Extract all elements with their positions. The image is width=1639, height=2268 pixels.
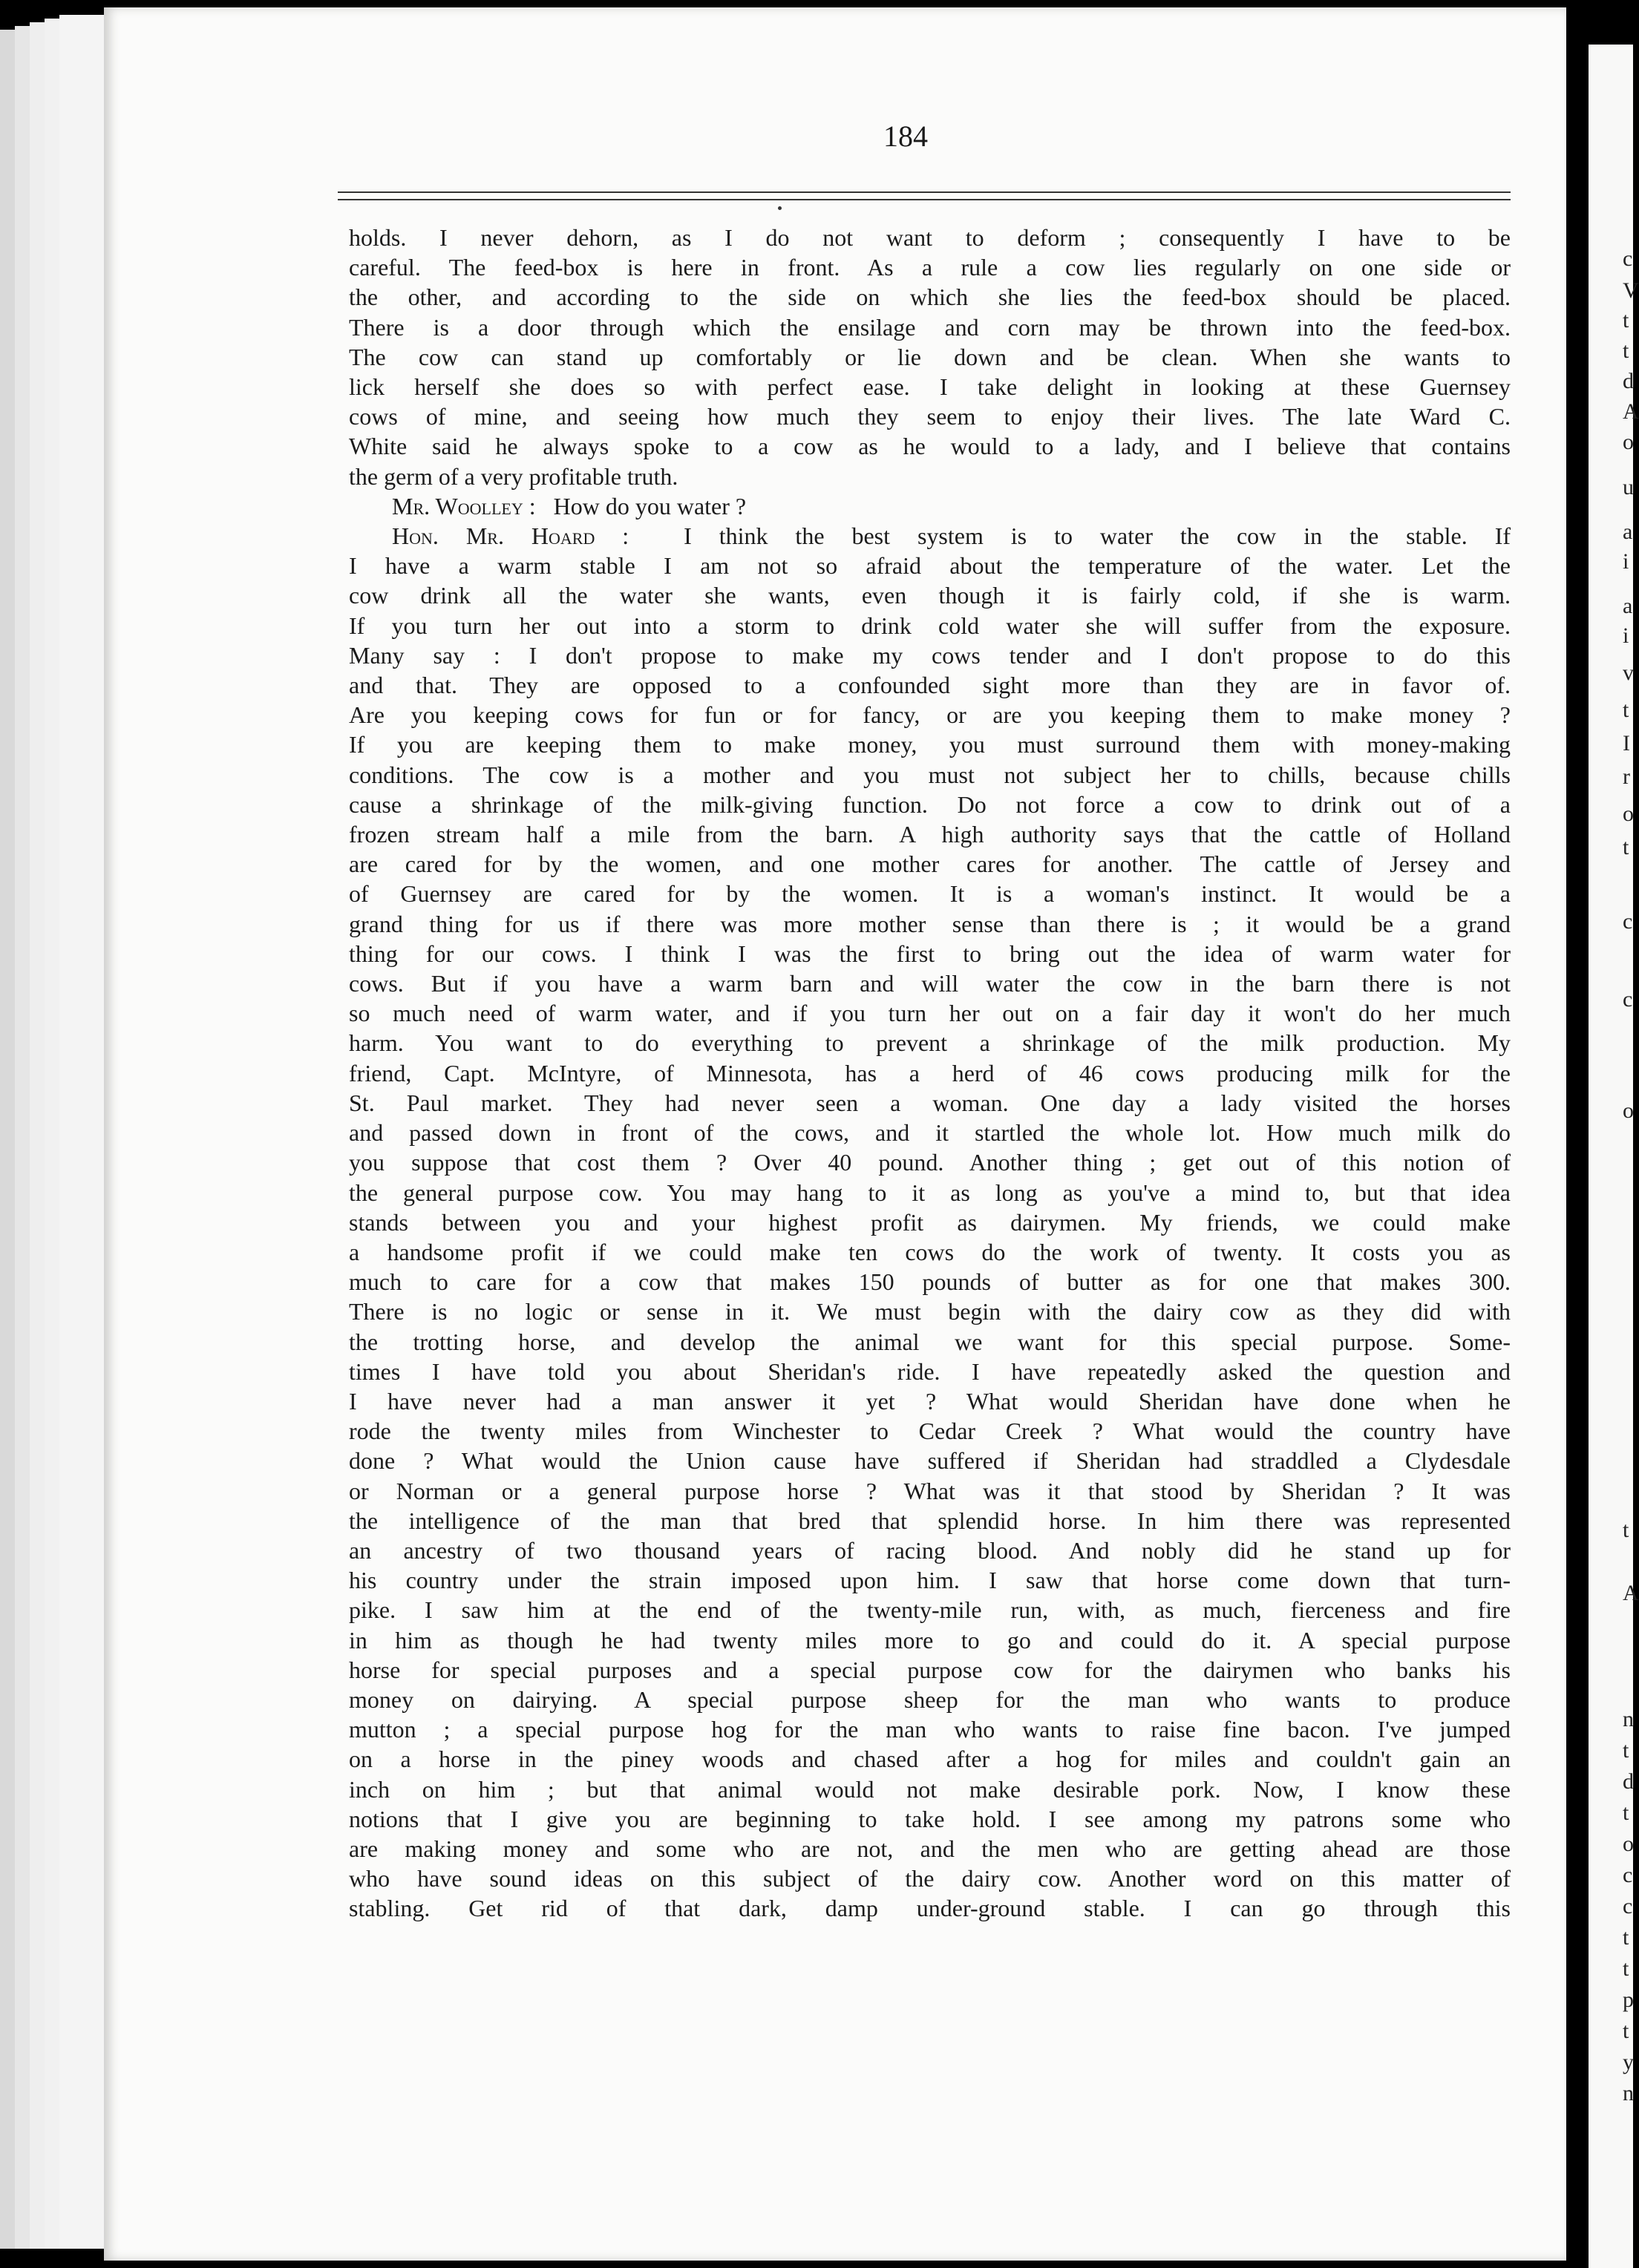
facing-page-letter: t bbox=[1623, 1518, 1629, 1542]
header-rule-bottom bbox=[338, 199, 1511, 200]
facing-page-letter: i bbox=[1623, 549, 1629, 574]
text-line: There is a door through which the ensilage and corn may be thrown into the feed-box. bbox=[349, 313, 1511, 341]
facing-page-letter: t bbox=[1623, 1738, 1629, 1763]
facing-page-letter: c bbox=[1623, 1863, 1633, 1887]
text-line: so much need of warm water, and if you turn her out on a fair day it won't do her much bbox=[349, 1000, 1511, 1027]
text-line: the other, and according to the side on which she lies the feed-box should be placed. bbox=[349, 284, 1511, 311]
text-line: holds. I never dehorn, as I do not want to deform ; consequently I have to be bbox=[349, 224, 1511, 251]
answer-first-text: I think the best system is to water the cow in the stable. If bbox=[684, 522, 1511, 550]
text-line: notions that I give you are beginning to take hold. I see among my patrons some who bbox=[349, 1805, 1511, 1832]
facing-page-letter: V bbox=[1623, 278, 1639, 303]
text-line: on a horse in the piney woods and chased after a hog for miles and couldn't gain an bbox=[349, 1746, 1511, 1773]
text-line: cow drink all the water she wants, even though it is fairly cold, if she is warm. bbox=[349, 582, 1511, 609]
facing-page-letter: u bbox=[1623, 475, 1634, 499]
text-line: the germ of a very profitable truth. bbox=[349, 462, 678, 490]
text-line: conditions. The cow is a mother and you must not subject her to chills, because chills bbox=[349, 761, 1511, 788]
text-line: If you are keeping them to make money, you must surround them with money-making bbox=[349, 731, 1511, 758]
facing-page-letter: t bbox=[1623, 1956, 1629, 1981]
facing-page-letter: d bbox=[1623, 369, 1634, 393]
facing-page-letter: a bbox=[1623, 594, 1633, 618]
text-line: and passed down in front of the cows, and it startled the whole lot. How much milk do bbox=[349, 1119, 1511, 1147]
text-line: an ancestry of two thousand years of racing blood. And nobly did he stand up for bbox=[349, 1536, 1511, 1564]
text-line: Many say : I don't propose to make my cows tender and I don't propose to do this bbox=[349, 641, 1511, 669]
facing-page-letter: n bbox=[1623, 2081, 1634, 2105]
facing-page-letter: n bbox=[1623, 1707, 1634, 1731]
facing-page-letter: i bbox=[1623, 623, 1629, 648]
text-line: I have a warm stable I am not so afraid about the temperature of the water. Let the bbox=[349, 552, 1511, 580]
text-line: harm. You want to do everything to prevent a shrinkage of the milk production. My bbox=[349, 1029, 1511, 1057]
text-line: careful. The feed-box is here in front. As a rule a cow lies regularly on one side or bbox=[349, 254, 1511, 281]
page-body-text bbox=[349, 223, 1511, 1924]
question-text: How do you water ? bbox=[553, 492, 747, 520]
text-line: of Guernsey are cared for by the women. It is a woman's instinct. It would be a bbox=[349, 880, 1511, 908]
text-line: lick herself she does so with perfect ease. I take delight in looking at these Guernsey bbox=[349, 373, 1511, 401]
text-line: the general purpose cow. You may hang to it as long as you've a mind to, but that idea bbox=[349, 1179, 1511, 1206]
text-line: White said he always spoke to a cow as he would to a lady, and I believe that contains bbox=[349, 433, 1511, 460]
text-line: cows of mine, and seeing how much they seem to enjoy their lives. The late Ward C. bbox=[349, 403, 1511, 430]
text-line: rode the twenty miles from Winchester to Cedar Creek ? What would the country have bbox=[349, 1418, 1511, 1445]
text-line: Are you keeping cows for fun or for fancy, or are you keeping them to make money ? bbox=[349, 701, 1511, 729]
text-line: or Norman or a general purpose horse ? What was it that stood by Sheridan ? It was bbox=[349, 1477, 1511, 1504]
facing-page-letter: I bbox=[1623, 731, 1630, 756]
facing-page-letter: a bbox=[1623, 520, 1633, 544]
text-line: are cared for by the women, and one mother cares for another. The cattle of Jersey and bbox=[349, 850, 1511, 878]
text-line: The cow can stand up comfortably or lie down and be clean. When she wants to bbox=[349, 343, 1511, 370]
text-line: friend, Capt. McIntyre, of Minnesota, has a herd of 46 cows producing milk for the bbox=[349, 1059, 1511, 1087]
facing-page-letter: t bbox=[1623, 698, 1629, 722]
text-line: stands between you and your highest profit as dairymen. My friends, we could make bbox=[349, 1208, 1511, 1236]
text-line: in him as though he had twenty miles more to go and could do it. A special purpose bbox=[349, 1626, 1511, 1654]
facing-page-letter: c bbox=[1623, 987, 1633, 1012]
text-line: If you turn her out into a storm to drink cold water she will suffer from the exposure. bbox=[349, 612, 1511, 639]
text-line: you suppose that cost them ? Over 40 pound. Another thing ; get out of this notion of bbox=[349, 1149, 1511, 1176]
facing-page-letter: t bbox=[1623, 835, 1629, 859]
text-line: pike. I saw him at the end of the twenty-mile run, with, as much, fierceness and fire bbox=[349, 1596, 1511, 1624]
header-rule-ornament bbox=[778, 206, 782, 210]
text-line: horse for special purposes and a special purpose cow for the dairymen who banks his bbox=[349, 1656, 1511, 1683]
text-line: money on dairying. A special purpose sheep for the man who wants to produce bbox=[349, 1685, 1511, 1713]
facing-page-letter: A bbox=[1623, 399, 1639, 424]
text-line: frozen stream half a mile from the barn. A high authority says that the cattle of Holland bbox=[349, 821, 1511, 848]
answer-speaker: Hon. Mr. Hoard bbox=[392, 522, 595, 550]
facing-page-letter: c bbox=[1623, 1894, 1633, 1918]
text-line: are making money and some who are not, and the men who are getting ahead are those bbox=[349, 1835, 1511, 1862]
text-line: There is no logic or sense in it. We must begin with the dairy cow as they did with bbox=[349, 1298, 1511, 1325]
text-line: mutton ; a special purpose hog for the man who wants to raise fine bacon. I've jumped bbox=[349, 1716, 1511, 1743]
page-number: 184 bbox=[883, 119, 928, 153]
text-line: thing for our cows. I think I was the first to bring out the idea of warm water for bbox=[349, 940, 1511, 967]
text-line: cause a shrinkage of the milk-giving function. Do not force a cow to drink out of a bbox=[349, 790, 1511, 818]
text-line: done ? What would the Union cause have suffered if Sheridan had straddled a Clydesdale bbox=[349, 1447, 1511, 1475]
text-line: stabling. Get rid of that dark, damp under-ground stable. I can go through this bbox=[349, 1895, 1511, 1922]
text-line: a handsome profit if we could make ten cows do the work of twenty. It costs you as bbox=[349, 1238, 1511, 1265]
text-line: St. Paul market. They had never seen a woman. One day a lady visited the horses bbox=[349, 1089, 1511, 1116]
facing-page-letter: t bbox=[1623, 1800, 1629, 1825]
text-line: I have never had a man answer it yet ? What would Sheridan have done when he bbox=[349, 1387, 1511, 1415]
facing-page-letter: c bbox=[1623, 909, 1633, 934]
facing-page-letter: d bbox=[1623, 1769, 1634, 1794]
text-line: grand thing for us if there was more mother sense than there is ; it would be a grand bbox=[349, 910, 1511, 937]
facing-page-letter: r bbox=[1623, 764, 1630, 789]
facing-page-letter: o bbox=[1623, 1098, 1634, 1123]
facing-page-letter: y bbox=[1623, 2050, 1634, 2074]
header-rule-top bbox=[338, 191, 1511, 193]
text-line: and that. They are opposed to a confounded sight more than they are in favor of. bbox=[349, 672, 1511, 699]
text-line: his country under the strain imposed upon him. I saw that horse come down that turn- bbox=[349, 1567, 1511, 1594]
facing-page-letter: p bbox=[1623, 1987, 1634, 2012]
facing-page-letter: o bbox=[1623, 802, 1634, 826]
text-line: the trotting horse, and develop the animal we want for this special purpose. Some- bbox=[349, 1328, 1511, 1355]
facing-page-letter: t bbox=[1623, 338, 1629, 363]
text-line: inch on him ; but that animal would not make desirable pork. Now, I know these bbox=[349, 1775, 1511, 1803]
facing-page-letter: c bbox=[1623, 246, 1633, 271]
question-speaker: Mr. Woolley bbox=[392, 492, 523, 520]
text-line: much to care for a cow that makes 150 pounds of butter as for one that makes 300. bbox=[349, 1268, 1511, 1296]
facing-page-letter: o bbox=[1623, 430, 1634, 454]
facing-page-letter: v bbox=[1623, 661, 1634, 685]
facing-page-letter: A bbox=[1623, 1581, 1639, 1605]
facing-page-letter: t bbox=[1623, 308, 1629, 332]
text-line: times I have told you about Sheridan's ride. I have repeatedly asked the question and bbox=[349, 1357, 1511, 1385]
facing-page-letter: t bbox=[1623, 1925, 1629, 1950]
answer-first-line: Hon. Mr. Hoard : I think the best system is to water the cow in the stable. If bbox=[392, 522, 1511, 550]
question-line: Mr. Woolley : How do you water ? bbox=[392, 492, 747, 520]
facing-page-letter: t bbox=[1623, 2019, 1629, 2043]
facing-page-letter: o bbox=[1623, 1832, 1634, 1856]
text-line: who have sound ideas on this subject of the dairy cow. Another word on this matter of bbox=[349, 1865, 1511, 1892]
text-line: the intelligence of the man that bred that splendid horse. In him there was represented bbox=[349, 1507, 1511, 1534]
text-line: cows. But if you have a warm barn and will water the cow in the barn there is not bbox=[349, 970, 1511, 997]
facing-page-strip bbox=[1589, 45, 1639, 2268]
